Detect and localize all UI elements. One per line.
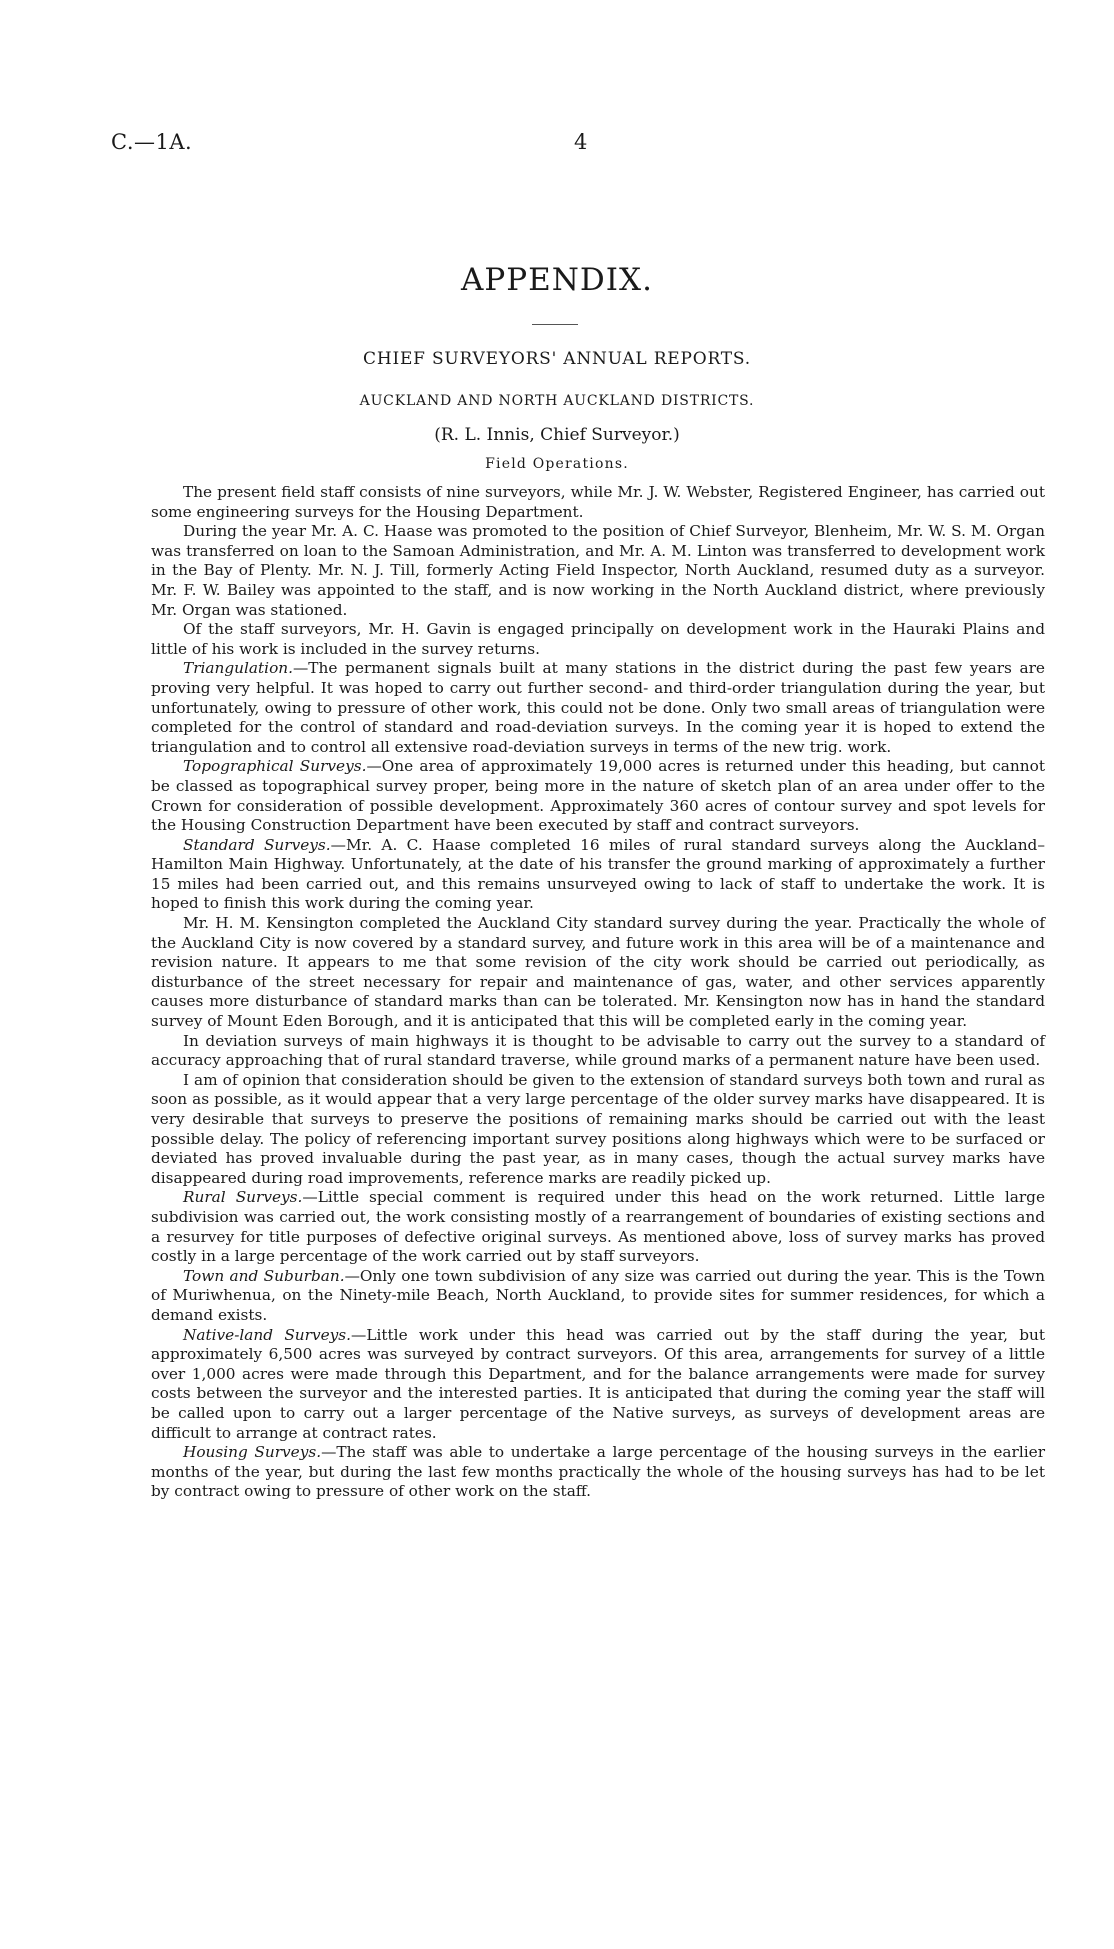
paragraph xyxy=(151,483,1045,522)
paragraph xyxy=(151,1032,1045,1071)
page-number: 4 xyxy=(574,130,588,154)
paragraph-native-land-surveys xyxy=(151,1326,1045,1444)
paragraph-topographical-surveys xyxy=(151,757,1045,835)
paragraph-lead: Triangulation. xyxy=(183,659,293,678)
title-divider xyxy=(532,324,578,325)
page-reference: C.—1A. xyxy=(111,130,193,154)
paragraph-text: The present field staff consists of nine surveyors, while Mr. J. W. Webster, Registered Engineer, has carried out some engineering surveys for the Housing Department. xyxy=(151,483,1045,521)
paragraph-text: —The staff was able to undertake a large percentage of the housing surveys in the earlier months of the year, but during the last few months practically the whole of the housing surveys has had to be let by contract owing to pressure of other work on the staff. xyxy=(151,1443,1045,1501)
paragraph-text: —Mr. A. C. Haase completed 16 miles of rural standard surveys along the Auckland–Hamilton Main Highway. Unfortunately, at the date of his transfer the ground marking of approximately a further 15 miles had been carried out, and this remains unsurveyed owing to lack of staff to undertake the work. It is hoped to finish this work during the coming year. xyxy=(151,835,1045,913)
appendix-title: APPENDIX. xyxy=(461,262,653,298)
paragraph-lead: Rural Surveys. xyxy=(183,1188,303,1207)
report-body xyxy=(151,483,1045,1502)
paragraph-text: —Little work under this head was carried out by the staff during the year, but approximately 6,500 acres was surveyed by contract surveyors. Of this area, arrangements for survey of a little over 1,000 acres were made through this Department, and for the balance arrangements were made for survey costs between the surveyor and the interested parties. It is anticipated that during the coming year the staff will be called upon to carry out a larger percentage of the Native surveys, as surveys of development areas are difficult to arrange at contract rates. xyxy=(151,1325,1046,1442)
field-operations-heading: Field Operations. xyxy=(485,456,629,472)
paragraph-lead: Town and Suburban. xyxy=(183,1266,345,1285)
paragraph xyxy=(151,620,1045,659)
paragraph-housing-surveys xyxy=(151,1443,1045,1502)
paragraph-text: —The permanent signals built at many stations in the district during the past few years are proving very helpful. It was hoped to carry out further second- and third-order triangulation during the year, but unfortunately, owing to pressure of other work, this could not be done. Only two small areas of triangulation were completed for the control of standard and road-deviation surveys. In the coming year it is hoped to extend the triangulation and to control all extensive road-deviation surveys in terms of the new trig. work. xyxy=(151,659,1045,756)
paragraph-lead: Topographical Surveys. xyxy=(183,757,367,776)
paragraph-town-and-suburban xyxy=(151,1267,1045,1326)
paragraph-text: I am of opinion that consideration should be given to the extension of standard surveys both town and rural as soon as possible, as it would appear that a very large percentage of the older survey marks have disappeared. It is very desirable that surveys to preserve the positions of remaining marks should be carried out with the least possible delay. The policy of referencing important survey positions along highways which were to be surfaced or deviated has proved invaluable during the past year, as in many cases, though the actual survey marks have disappeared during road improvements, reference marks are readily picked up. xyxy=(151,1070,1045,1187)
paragraph xyxy=(151,1071,1045,1189)
paragraph-standard-surveys xyxy=(151,836,1045,914)
paragraph-triangulation xyxy=(151,659,1045,757)
paragraph-text: In deviation surveys of main highways it is thought to be advisable to carry out the survey to a standard of accuracy approaching that of rural standard traverse, while ground marks of a permanent nature have been used. xyxy=(151,1031,1045,1070)
section-heading: CHIEF SURVEYORS' ANNUAL REPORTS. xyxy=(363,349,751,369)
paragraph-text: —One area of approximately 19,000 acres is returned under this heading, but cannot be classed as topographical survey proper, being more in the nature of sketch plan of an area under offer to the Crown for consideration of possible development. Approximately 360 acres of contour survey and spot levels for the Housing Construction Department have been executed by staff and contract surveyors. xyxy=(151,757,1045,835)
paragraph-rural-surveys xyxy=(151,1188,1045,1266)
paragraph-text: Of the staff surveyors, Mr. H. Gavin is engaged principally on development work in the Hauraki Plains and little of his work is included in the survey returns. xyxy=(151,620,1045,658)
paragraph-text: —Little special comment is required under this head on the work returned. Little large subdivision was carried out, the work consisting mostly of a rearrangement of boundaries of existing sections and a resurvey for title purposes of defective original surveys. As mentioned above, loss of survey marks has proved costly in a large percentage of the work carried out by staff surveyors. xyxy=(151,1188,1046,1266)
paragraph-text: Mr. H. M. Kensington completed the Auckland City standard survey during the year. Practically the whole of the Auckland City is now covered by a standard survey, and future work in this area will be of a maintenance and revision nature. It appears to me that some revision of the city work should be carried out periodically, as disturbance of the street necessary for repair and maintenance of gas, water, and other services apparently causes more disturbance of standard marks than can be tolerated. Mr. Kensington now has in hand the standard survey of Mount Eden Borough, and it is anticipated that this will be completed early in the coming year. xyxy=(151,914,1045,1031)
paragraph xyxy=(151,914,1045,1032)
paragraph-text: During the year Mr. A. C. Haase was promoted to the position of Chief Surveyor, Blenheim, Mr. W. S. M. Organ was transferred on loan to the Samoan Administration, and Mr. A. M. Linton was transferred to development work in the Bay of Plenty. Mr. N. J. Till, formerly Acting Field Inspector, North Auckland, resumed duty as a surveyor. Mr. F. W. Bailey was appointed to the staff, and is now working in the North Auckland district, where previously Mr. Organ was stationed. xyxy=(151,522,1045,619)
paragraph xyxy=(151,522,1045,620)
paragraph-lead: Standard Surveys. xyxy=(183,835,331,854)
paragraph-text: —Only one town subdivision of any size was carried out during the year. This is the Town of Muriwhenua, on the Ninety-mile Beach, North Auckland, to provide sites for summer residences, for which a demand exists. xyxy=(151,1266,1045,1324)
paragraph-lead: Native-land Surveys. xyxy=(183,1325,352,1344)
paragraph-lead: Housing Surveys. xyxy=(183,1443,322,1462)
author-line: (R. L. Innis, Chief Surveyor.) xyxy=(434,425,680,445)
district-heading: AUCKLAND AND NORTH AUCKLAND DISTRICTS. xyxy=(359,393,755,409)
